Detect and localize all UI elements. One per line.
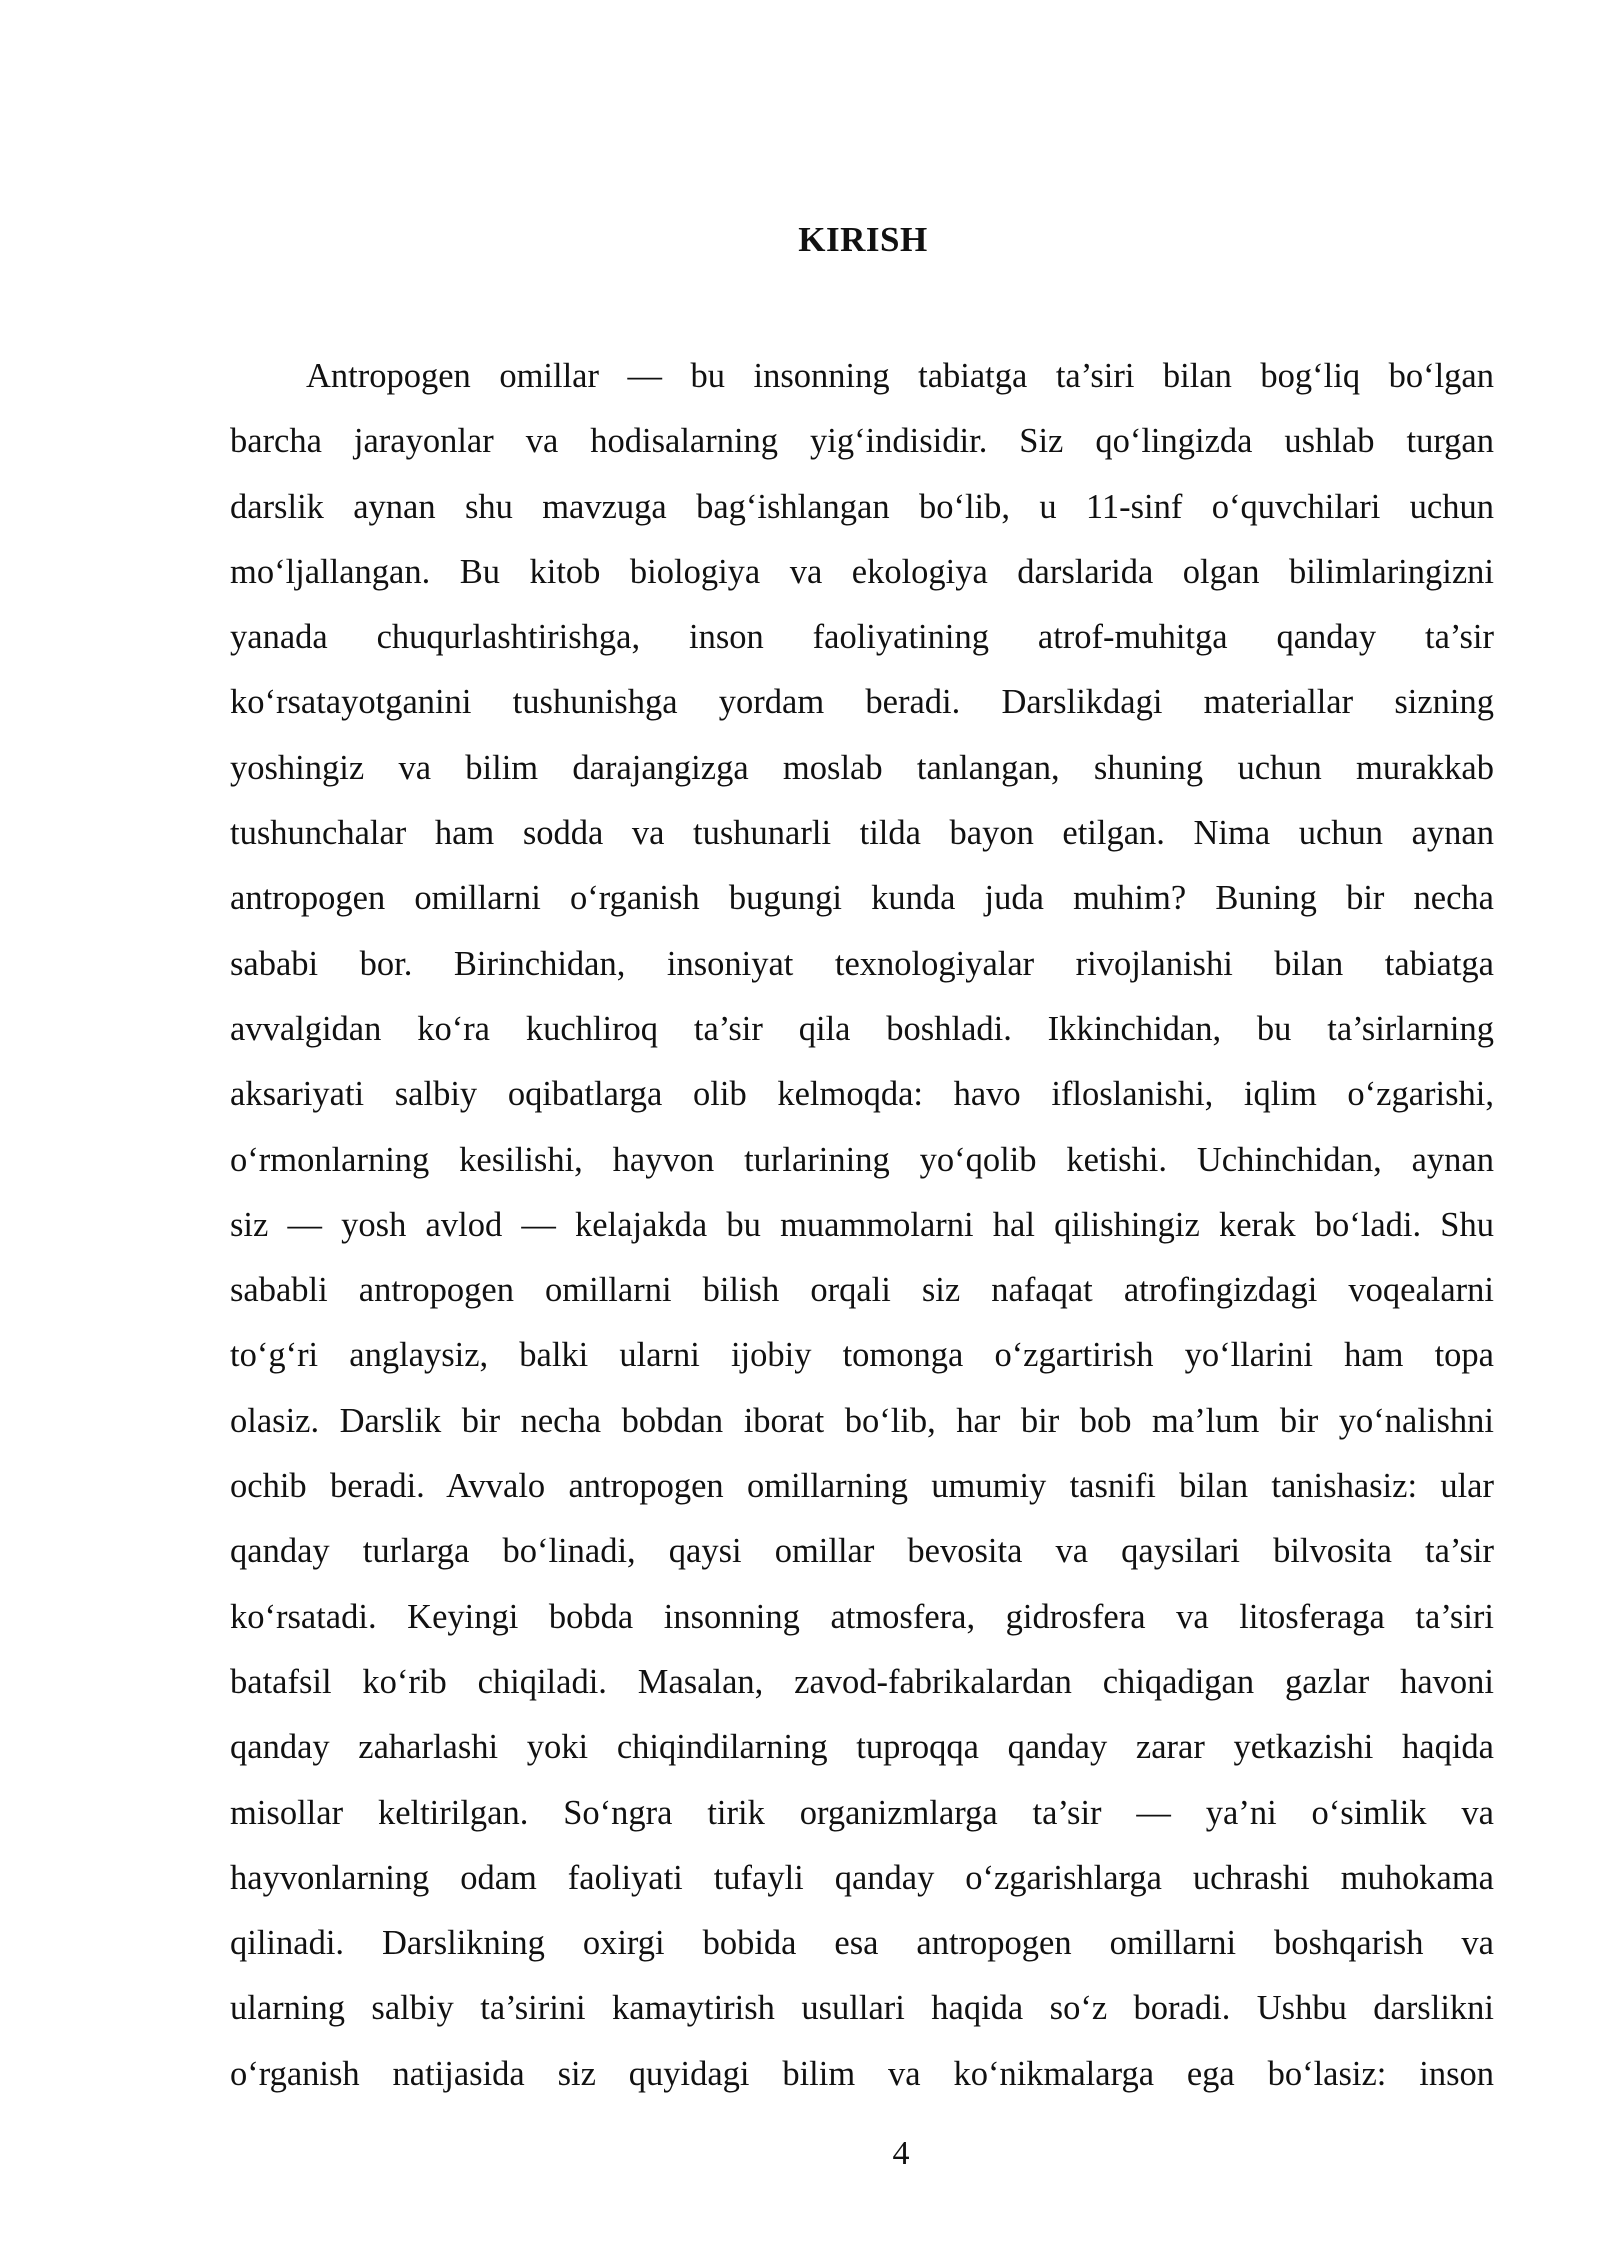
- paragraph-line: o‘rmonlarning kesilishi, hayvon turlarining yo‘qolib ketishi. Uchinchidan, aynan: [230, 1140, 1494, 1179]
- paragraph-line: o‘rganish natijasida siz quyidagi bilim va ko‘nikmalarga ega bo‘lasiz: inson: [230, 2054, 1494, 2093]
- paragraph-line: qilinadi. Darslikning oxirgi bobida esa antropogen omillarni boshqarish va: [230, 1924, 1494, 1963]
- paragraph-line: misollar keltirilgan. So‘ngra tirik organizmlarga ta’sir — ya’ni o‘simlik va: [230, 1793, 1494, 1832]
- paragraph-line: barcha jarayonlar va hodisalarning yig‘indisidir. Siz qo‘lingizda ushlab turgan: [230, 422, 1494, 461]
- section-heading: KIRISH: [798, 220, 928, 259]
- body-paragraph: [230, 344, 1494, 2107]
- paragraph-line: sababli antropogen omillarni bilish orqali siz nafaqat atrofingizdagi voqealarni: [230, 1271, 1494, 1310]
- paragraph-line: yoshingiz va bilim darajangizga moslab tanlangan, shuning uchun murakkab: [230, 748, 1494, 787]
- paragraph-line: sababi bor. Birinchidan, insoniyat texnologiyalar rivojlanishi bilan tabiatga: [230, 944, 1494, 983]
- paragraph-line: ko‘rsatayotganini tushunishga yordam beradi. Darslikdagi materiallar sizning: [230, 683, 1494, 722]
- paragraph-line: qanday turlarga bo‘linadi, qaysi omillar bevosita va qaysilari bilvosita ta’sir: [230, 1532, 1494, 1571]
- paragraph-line: ko‘rsatadi. Keyingi bobda insonning atmosfera, gidrosfera va litosferaga ta’siri: [230, 1597, 1494, 1636]
- paragraph-line: yanada chuqurlashtirishga, inson faoliyatining atrof-muhitga qanday ta’sir: [230, 618, 1494, 657]
- paragraph-line: tushunchalar ham sodda va tushunarli tilda bayon etilgan. Nima uchun aynan: [230, 814, 1494, 853]
- paragraph-line: batafsil ko‘rib chiqiladi. Masalan, zavod-fabrikalardan chiqadigan gazlar havoni: [230, 1662, 1494, 1701]
- paragraph-line: qanday zaharlashi yoki chiqindilarning tuproqqa qanday zarar yetkazishi haqida: [230, 1728, 1494, 1767]
- paragraph-line: hayvonlarning odam faoliyati tufayli qanday o‘zgarishlarga uchrashi muhokama: [230, 1858, 1494, 1897]
- paragraph-line: mo‘ljallangan. Bu kitob biologiya va ekologiya darslarida olgan bilimlaringizni: [230, 552, 1494, 591]
- paragraph-line: aksariyati salbiy oqibatlarga olib kelmoqda: havo ifloslanishi, iqlim o‘zgarishi,: [230, 1075, 1494, 1114]
- page-number: 4: [892, 2135, 910, 2172]
- paragraph-line: darslik aynan shu mavzuga bag‘ishlangan bo‘lib, u 11-sinf o‘quvchilari uchun: [230, 487, 1494, 526]
- paragraph-line: ularning salbiy ta’sirini kamaytirish usullari haqida so‘z boradi. Ushbu darslikni: [230, 1989, 1494, 2028]
- paragraph-line: siz — yosh avlod — kelajakda bu muammolarni hal qilishingiz kerak bo‘ladi. Shu: [230, 1205, 1494, 1244]
- paragraph-line: to‘g‘ri anglaysiz, balki ularni ijobiy tomonga o‘zgartirish yo‘llarini ham topa: [230, 1336, 1494, 1375]
- paragraph-line: olasiz. Darslik bir necha bobdan iborat bo‘lib, har bir bob ma’lum bir yo‘nalishni: [230, 1401, 1494, 1440]
- paragraph-line: antropogen omillarni o‘rganish bugungi kunda juda muhim? Buning bir necha: [230, 879, 1494, 918]
- paragraph-line: avvalgidan ko‘ra kuchliroq ta’sir qila boshladi. Ikkinchidan, bu ta’sirlarning: [230, 1009, 1494, 1048]
- paragraph-line: Antropogen omillar — bu insonning tabiatga ta’siri bilan bog‘liq bo‘lgan: [306, 357, 1494, 395]
- paragraph-line: ochib beradi. Avvalo antropogen omillarning umumiy tasnifi bilan tanishasiz: ular: [230, 1467, 1494, 1506]
